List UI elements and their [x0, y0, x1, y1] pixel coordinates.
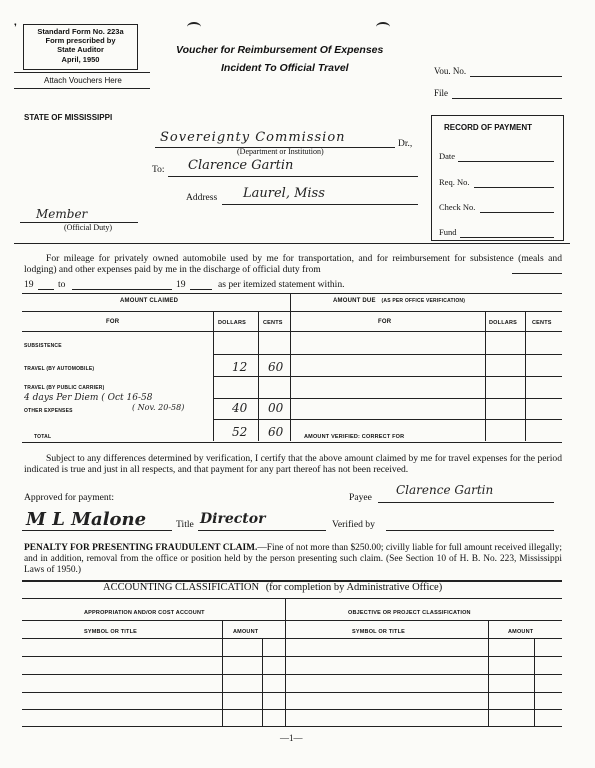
punch-mark-left	[187, 22, 201, 32]
form-title: Voucher for Reimbursement Of Expenses	[176, 44, 384, 56]
other-cents: 00	[268, 401, 284, 415]
payee-signature: Clarence Gartin	[396, 483, 494, 497]
form-date: April, 1950	[61, 54, 100, 64]
amount-header-right: AMOUNT	[508, 629, 534, 635]
symbol-header-right: SYMBOL OR TITLE	[352, 629, 406, 635]
row-subsistence: SUBSISTENCE	[24, 343, 62, 349]
col-cents-claimed: CENTS	[263, 320, 283, 326]
record-of-payment-box	[431, 115, 564, 241]
col-cents-due: CENTS	[532, 320, 552, 326]
amount-claimed-header: AMOUNT CLAIMED	[120, 298, 179, 304]
title-value: Director	[200, 511, 266, 527]
amount-due-header	[333, 298, 465, 304]
auto-cents: 60	[268, 360, 284, 374]
amount-due-label: AMOUNT DUE	[333, 298, 376, 304]
record-check-no: Check No.	[439, 202, 476, 212]
total-cents: 60	[268, 425, 284, 439]
other-note-line2: ( Nov. 20-58)	[132, 403, 185, 412]
itemized-note: as per itemized statement within.	[218, 279, 345, 290]
total-dollars: 52	[232, 425, 248, 439]
col-dollars-claimed: DOLLARS	[218, 320, 246, 326]
form-prescribed: Form prescribed by	[45, 36, 116, 46]
voucher-number-label: Vou. No.	[434, 66, 467, 76]
to-label: To:	[152, 165, 165, 175]
penalty-notice	[24, 543, 562, 576]
row-travel-auto: TRAVEL (BY AUTOMOBILE)	[24, 366, 95, 372]
date-to-label: to	[58, 279, 66, 290]
objective-header: OBJECTIVE OR PROJECT CLASSIFICATION	[348, 610, 471, 616]
appropriation-header: APPROPRIATION AND/OR COST ACCOUNT	[84, 610, 205, 616]
other-dollars: 40	[232, 401, 248, 415]
penalty-text: —Fine of not more than $250.00; civilly liable for full amount received illegally; and in addition, removal from the office or position held by the person presenting such claim. (See Section 10 of H. B. No. 223, Mississippi Laws of 1950.)	[24, 543, 562, 575]
address-label: Address	[186, 193, 218, 203]
record-fund: Fund	[439, 227, 457, 237]
page-number: —1—	[280, 733, 303, 743]
punch-mark-right	[376, 22, 390, 32]
date-from-year: 19	[24, 279, 34, 290]
official-duty-caption: (Official Duty)	[64, 223, 113, 232]
form-subtitle: Incident To Official Travel	[221, 62, 349, 74]
amounts-table	[22, 293, 562, 443]
payee-label: Payee	[349, 492, 372, 503]
certification-text: Subject to any differences determined by verification, I certify that the above amount claimed by me for travel expenses for the period indicated is true and just in all respects, and that payment for any part thereof has not been received.	[24, 453, 562, 475]
col-for-due: FOR	[378, 319, 392, 325]
official-duty-value: Member	[36, 207, 88, 221]
amount-verified-label: AMOUNT VERIFIED: CORRECT FOR	[304, 434, 405, 440]
approver-signature: M L Malone	[26, 509, 147, 530]
title-label: Title	[176, 519, 194, 530]
form-number: Standard Form No. 223a	[37, 27, 124, 36]
attach-vouchers-label: Attach Vouchers Here	[44, 76, 122, 85]
record-title: RECORD OF PAYMENT	[444, 123, 533, 132]
row-total: TOTAL	[34, 434, 52, 440]
form-authority: State Auditor	[57, 45, 104, 55]
address-value: Laurel, Miss	[243, 186, 325, 201]
file-label: File	[434, 88, 449, 98]
symbol-header-left: SYMBOL OR TITLE	[84, 629, 138, 635]
col-for-claimed: FOR	[106, 319, 120, 325]
debtor-label: Dr.,	[398, 139, 413, 149]
penalty-heading: PENALTY FOR PRESENTING FRAUDULENT CLAIM.	[24, 543, 258, 553]
amount-due-note: (AS PER OFFICE VERIFICATION)	[381, 298, 466, 304]
corner-mark: ❜	[14, 22, 17, 32]
accounting-heading	[103, 582, 442, 593]
verified-by-label: Verified by	[332, 519, 375, 530]
amount-header-left: AMOUNT	[233, 629, 259, 635]
auto-dollars: 12	[232, 360, 248, 374]
approved-label: Approved for payment:	[24, 492, 115, 503]
row-travel-public: TRAVEL (BY PUBLIC CARRIER)	[24, 385, 105, 391]
row-other-expenses: OTHER EXPENSES	[24, 408, 73, 414]
accounting-subtitle: (for completion by Administrative Office)	[265, 582, 443, 593]
department-caption: (Department or Institution)	[237, 147, 324, 156]
state-label: STATE OF MISSISSIPPI	[24, 113, 113, 122]
date-to-year: 19	[176, 279, 186, 290]
accounting-title: ACCOUNTING CLASSIFICATION	[103, 582, 260, 593]
form-number-box	[23, 24, 138, 70]
mileage-statement	[24, 253, 562, 275]
mileage-text: For mileage for privately owned automobile used by me for transportation, and for reimbursement for subsistence (meals and lodging) and other expenses paid by me in the discharge of official duty from	[24, 253, 562, 275]
to-value: Clarence Gartin	[188, 158, 294, 173]
other-note-line1: 4 days Per Diem ( Oct 16-58	[24, 393, 153, 403]
record-req-no: Req. No.	[439, 177, 470, 187]
department-value: Sovereignty Commission	[160, 130, 346, 145]
record-date: Date	[439, 151, 456, 161]
accounting-table	[22, 598, 562, 727]
col-dollars-due: DOLLARS	[489, 320, 517, 326]
